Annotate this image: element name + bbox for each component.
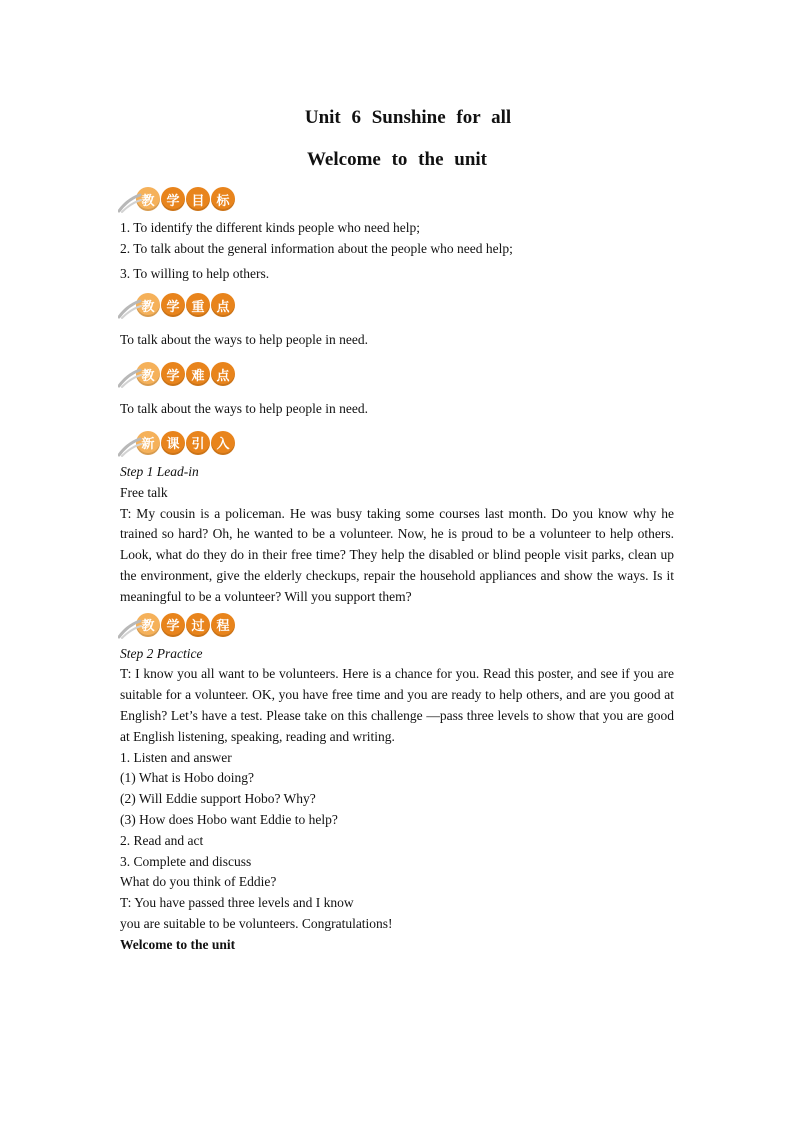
swoosh-icon: [118, 435, 142, 457]
step-title: Step 2 Practice: [120, 645, 203, 661]
section-heading-difficult-point: [118, 359, 674, 389]
heading-char: 教: [136, 362, 160, 386]
section-heading-objectives: [118, 184, 674, 214]
objective-item: 2. To talk about the general information about the people who need help;: [120, 240, 513, 256]
page-subtitle: Welcome to the unit: [306, 149, 487, 170]
practice-line: 3. Complete and discuss: [120, 853, 252, 869]
practice-line: What do you think of Eddie?: [120, 874, 277, 890]
section-heading-key-point: [118, 290, 674, 320]
step-subtitle: Free talk: [120, 484, 168, 500]
lead-in-paragraph: T: My cousin is a policeman. He was busy taking some courses last month. Do you know why he trained so hard? Oh, he wanted to be a volunteer. Now, he is proud to be a volunteer to help others. Look, what do they do in their free time? They help the disabled or blind people visit parks, clean up the environment, give the elderly checkups, repair the household appliances and show the ways. Is it meaningful to be a volunteer? Will you support them?: [120, 505, 674, 604]
heading-badges: [136, 431, 236, 455]
heading-char: 重: [186, 293, 210, 317]
practice-line: you are suitable to be volunteers. Congratulations!: [120, 915, 393, 931]
practice-line: T: You have passed three levels and I know: [120, 895, 354, 911]
heading-char: 难: [186, 362, 210, 386]
heading-char: 过: [186, 613, 210, 637]
objective-item: 3. To willing to help others.: [120, 265, 270, 281]
practice-line: (1) What is Hobo doing?: [120, 770, 254, 786]
practice-line: (2) Will Eddie support Hobo? Why?: [120, 791, 316, 807]
page-title: Unit 6 Sunshine for all: [304, 107, 512, 128]
practice-paragraph: T: I know you all want to be volunteers. Here is a chance for you. Read this poster, and see if you are suitable for a volunteer. OK, you have free time and you are ready to help others, and are you good at English? Let’s have a test. Please take on this challenge —pass three levels to show that you are good at English listening, speaking, reading and writing.: [120, 666, 674, 744]
heading-char: 点: [211, 293, 235, 317]
step-title: Step 1 Lead-in: [120, 463, 199, 479]
practice-line: 2. Read and act: [120, 832, 204, 848]
heading-badges: [136, 187, 236, 211]
document-content: [120, 104, 674, 956]
heading-char: 学: [161, 293, 185, 317]
heading-char: 教: [136, 187, 160, 211]
heading-char: 学: [161, 362, 185, 386]
swoosh-icon: [118, 297, 142, 319]
heading-char: 教: [136, 293, 160, 317]
heading-char: 程: [211, 613, 235, 637]
heading-char: 入: [211, 431, 235, 455]
closing-heading: Welcome to the unit: [120, 936, 236, 952]
practice-line: (3) How does Hobo want Eddie to help?: [120, 811, 338, 827]
swoosh-icon: [118, 617, 142, 639]
difficult-point-text: To talk about the ways to help people in need.: [120, 401, 368, 417]
heading-char: 新: [136, 431, 160, 455]
section-heading-process: [118, 610, 674, 640]
swoosh-icon: [118, 191, 142, 213]
heading-badges: [136, 293, 236, 317]
objective-item: 1. To identify the different kinds people who need help;: [120, 220, 420, 235]
key-point-text: To talk about the ways to help people in need.: [120, 332, 368, 348]
heading-char: 引: [186, 431, 210, 455]
heading-badges: [136, 362, 236, 386]
heading-char: 目: [186, 187, 210, 211]
heading-badges: [136, 613, 236, 637]
heading-char: 学: [161, 187, 185, 211]
swoosh-icon: [118, 366, 142, 388]
heading-char: 教: [136, 613, 160, 637]
heading-char: 点: [211, 362, 235, 386]
heading-char: 课: [161, 431, 185, 455]
practice-line: 1. Listen and answer: [120, 749, 232, 765]
heading-char: 学: [161, 613, 185, 637]
heading-char: 标: [211, 187, 235, 211]
section-heading-lead-in: [118, 428, 674, 458]
